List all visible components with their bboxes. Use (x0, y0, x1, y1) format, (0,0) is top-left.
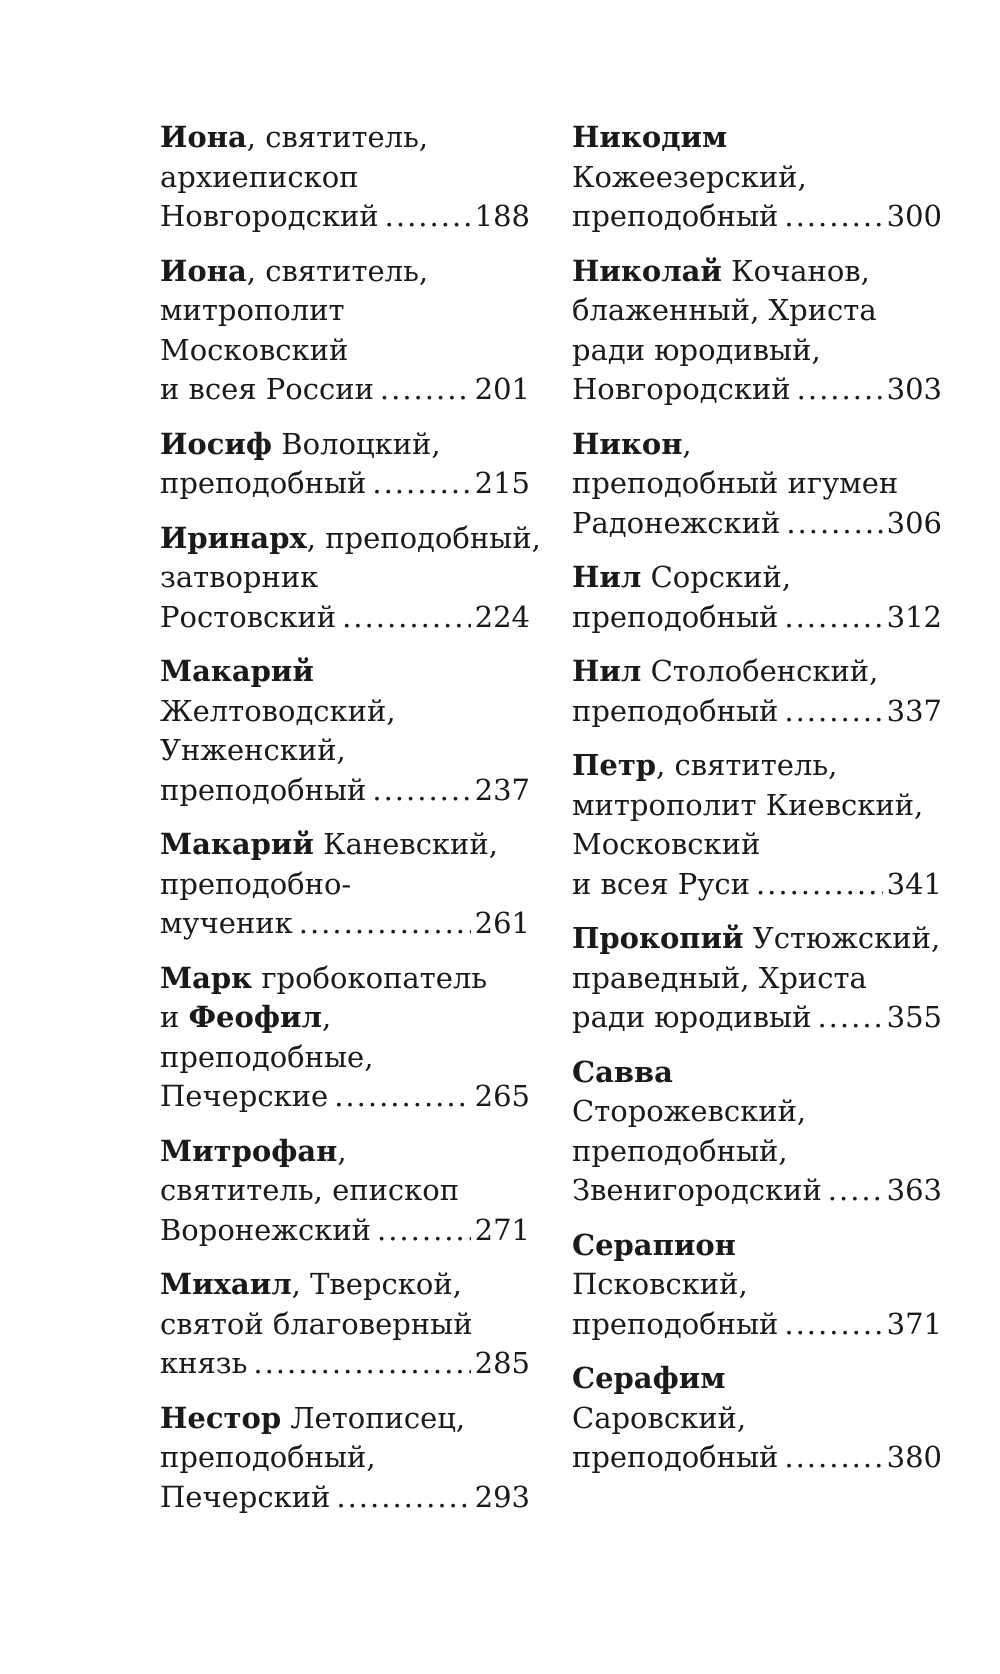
entry-text-fragment: Кожеезерский, (572, 159, 807, 194)
index-entry (572, 118, 942, 237)
saint-name: Нестор (160, 1400, 282, 1435)
saint-name: Марк (160, 960, 253, 995)
entry-line (160, 998, 530, 1038)
saint-name: Иринарх (160, 520, 307, 555)
entry-text (160, 1344, 247, 1384)
entry-line (572, 331, 942, 371)
saint-name: Серапион (572, 1227, 736, 1262)
entry-text-fragment: преподобный (160, 466, 367, 500)
page-number: 237 (474, 772, 530, 807)
entry-text-fragment: , святитель, (246, 253, 429, 288)
entry-last-line (572, 1305, 942, 1345)
entry-line (572, 1053, 942, 1093)
entry-text-fragment: , (321, 1000, 332, 1034)
page-number: 306 (886, 505, 942, 540)
entry-text-fragment: преподобный (572, 1306, 779, 1341)
entry-line (572, 1265, 942, 1305)
entry-line (160, 959, 530, 999)
entry-text (160, 598, 336, 638)
page-number: 261 (474, 906, 530, 940)
entry-text-fragment: Печерский (160, 1479, 331, 1514)
entry-text-fragment: преподобный, (160, 1440, 376, 1474)
page-number: 265 (474, 1079, 530, 1113)
entry-text-fragment: Печерские (160, 1079, 329, 1113)
entry-line (160, 825, 530, 865)
dot-leader (380, 370, 471, 410)
page-number: 285 (474, 1346, 530, 1380)
entry-line (572, 959, 942, 999)
saint-name: Никодим (572, 120, 728, 154)
entry-text-fragment: , святитель, (656, 748, 838, 782)
dot-leader (372, 464, 470, 504)
page-number: 224 (474, 599, 530, 634)
index-column-left (160, 118, 541, 1532)
entry-line (572, 1226, 942, 1266)
entry-line (160, 1038, 530, 1078)
entry-line (160, 652, 530, 692)
saint-name: Иона (160, 253, 247, 288)
entry-last-line (572, 504, 942, 544)
entry-last-line (572, 1438, 942, 1478)
entry-text (572, 1438, 778, 1478)
entry-text-fragment: архиепископ (160, 159, 359, 194)
page-number: 293 (474, 1479, 530, 1514)
entry-line (572, 1132, 942, 1172)
entry-line (160, 1438, 530, 1478)
entry-text-fragment: Воронежский (160, 1212, 371, 1247)
entry-text (572, 1171, 822, 1211)
entry-line (160, 1171, 530, 1211)
entry-text-fragment: Летописец, (281, 1400, 466, 1435)
entry-text (160, 904, 293, 944)
entry-text-fragment: и всея Руси (572, 866, 750, 901)
dot-leader (372, 771, 470, 811)
entry-text-fragment: и всея России (160, 372, 374, 406)
entry-line (160, 1265, 530, 1305)
saint-name-second: Феофил (188, 1000, 322, 1034)
entry-text-fragment: , (682, 426, 692, 461)
entry-text-fragment: преподобный (572, 599, 779, 634)
entry-text-fragment: блаженный, Христа (572, 293, 877, 327)
entry-text-fragment: , преподобный, (306, 520, 541, 555)
entry-last-line (572, 1171, 942, 1211)
saint-name: Нил (572, 654, 642, 688)
saint-name: Иосиф (160, 426, 273, 461)
entry-line (160, 291, 530, 331)
entry-line (572, 291, 942, 331)
entry-text-fragment: и (160, 1000, 189, 1034)
entry-text-fragment: Московский (572, 827, 761, 861)
index-entry (160, 959, 530, 1117)
dot-leader (377, 1211, 471, 1251)
entry-text-fragment: митрополит Киевский, (572, 787, 924, 822)
dot-leader (299, 904, 471, 944)
dot-leader (336, 1478, 470, 1518)
entry-line (160, 558, 530, 598)
entry-text-fragment: преподобный (572, 693, 779, 728)
entry-last-line (160, 1077, 530, 1117)
entry-last-line (160, 197, 530, 237)
dot-leader (253, 1344, 470, 1384)
entry-text-fragment: святой благоверный (160, 1306, 473, 1341)
entry-line (572, 558, 942, 598)
saint-name: Николай (572, 253, 722, 288)
entry-text-fragment: Столобенский, (641, 654, 879, 688)
entry-text-fragment: Сорский, (641, 560, 792, 594)
entry-line (572, 425, 942, 465)
entry-line (160, 158, 530, 198)
entry-last-line (160, 464, 530, 504)
index-entry (572, 425, 942, 544)
page-number: 380 (886, 1440, 942, 1474)
entry-line (572, 652, 942, 692)
page-number: 337 (886, 693, 942, 728)
entry-last-line (160, 370, 530, 410)
entry-text-fragment: Московский (160, 332, 349, 367)
entry-text-fragment: затворник (160, 560, 319, 594)
saint-name: Иона (160, 120, 247, 154)
entry-last-line (160, 1211, 530, 1251)
index-entry (160, 1132, 530, 1251)
entry-text-fragment: праведный, Христа (572, 960, 867, 995)
dot-leader (385, 197, 471, 237)
entry-text (160, 1478, 330, 1518)
index-entry (572, 558, 942, 637)
entry-last-line (160, 904, 530, 944)
entry-line (572, 252, 942, 292)
page-number: 341 (886, 866, 942, 901)
index-entry (572, 1359, 942, 1478)
saint-name: Митрофан (160, 1133, 338, 1168)
page-number: 215 (474, 466, 530, 500)
index-entry (572, 1226, 942, 1345)
entry-line (160, 1399, 530, 1439)
entry-last-line (160, 598, 530, 638)
saint-name: Макарий (160, 827, 314, 861)
entry-last-line (572, 598, 942, 638)
index-entry (572, 652, 942, 731)
dot-leader (828, 1171, 883, 1211)
entry-text (572, 598, 778, 638)
entry-text-fragment: ради юродивый (572, 1000, 812, 1034)
entry-line (160, 1132, 530, 1172)
entry-line (572, 1359, 942, 1399)
entry-last-line (572, 998, 942, 1038)
entry-text-fragment: , Тверской, (291, 1267, 462, 1301)
index-entry (160, 652, 530, 810)
entry-line (572, 158, 942, 198)
entry-last-line (572, 370, 942, 410)
entry-text (572, 504, 780, 544)
entry-text-fragment: Саровский, (572, 1400, 747, 1435)
entry-line (572, 1399, 942, 1439)
saint-name: Серафим (572, 1361, 726, 1395)
entry-line (160, 425, 530, 465)
entry-text (160, 771, 366, 811)
entry-text-fragment: преподобный, (572, 1133, 788, 1168)
entry-last-line (572, 692, 942, 732)
index-entry (160, 825, 530, 944)
entry-text-fragment: ради юродивый, (572, 332, 821, 367)
page-number: 300 (886, 199, 942, 233)
entry-line (160, 331, 530, 371)
entry-text-fragment: мученик (160, 906, 293, 940)
dot-leader (784, 197, 882, 237)
entry-text-fragment: Желтоводский, (160, 693, 396, 728)
entry-text (572, 370, 791, 410)
page-number: 355 (886, 1000, 942, 1034)
entry-line (572, 786, 942, 826)
entry-text-fragment: Кочанов, (721, 253, 870, 288)
saint-name: Петр (572, 748, 657, 782)
entry-text-fragment: Звенигородский (572, 1173, 822, 1207)
index-entry (572, 1053, 942, 1211)
entry-text-fragment: преподобный игумен (572, 466, 899, 500)
saint-name: Нил (572, 560, 642, 594)
saint-name: Михаил (160, 1267, 292, 1301)
entry-line (160, 252, 530, 292)
entry-last-line (160, 1478, 530, 1518)
entry-text-fragment: преподобно- (160, 866, 352, 901)
dot-leader (786, 504, 882, 544)
page-number: 201 (474, 372, 530, 406)
entry-text-fragment: Унженский, (160, 733, 346, 767)
entry-text (160, 464, 366, 504)
entry-text-fragment: Ростовский (160, 599, 337, 634)
entry-text-fragment: преподобный (572, 1440, 779, 1474)
saint-name: Савва (572, 1054, 673, 1089)
dot-leader (784, 692, 882, 732)
entry-line (572, 118, 942, 158)
entry-last-line (572, 865, 942, 905)
dot-leader (342, 598, 471, 638)
index-entry (572, 252, 942, 410)
page-number: 271 (474, 1212, 530, 1247)
entry-text (572, 865, 750, 905)
entry-last-line (160, 1344, 530, 1384)
entry-line (572, 1092, 942, 1132)
entry-line (572, 464, 942, 504)
entry-line (160, 692, 530, 732)
entry-text-fragment: митрополит (160, 293, 345, 327)
entry-line (160, 118, 530, 158)
dot-leader (784, 1438, 882, 1478)
entry-line (572, 919, 942, 959)
entry-last-line (160, 771, 530, 811)
entry-text-fragment: святитель, епископ (160, 1173, 460, 1207)
entry-line (160, 731, 530, 771)
page-number: 363 (886, 1173, 942, 1207)
page-number: 188 (474, 199, 530, 233)
index-entry (160, 118, 530, 237)
entry-text (572, 197, 778, 237)
entry-line (160, 865, 530, 905)
entry-last-line (572, 197, 942, 237)
entry-text (160, 197, 379, 237)
entry-line (572, 825, 942, 865)
entry-text-fragment: гробокопатель (252, 960, 488, 995)
page-number: 371 (886, 1306, 942, 1341)
entry-line (572, 746, 942, 786)
entry-text (160, 1077, 328, 1117)
saint-name: Макарий (160, 654, 314, 688)
dot-leader (334, 1077, 470, 1117)
entry-text-fragment: преподобный (160, 772, 367, 807)
index-entry (160, 1399, 530, 1518)
entry-text-fragment: Волоцкий, (272, 426, 441, 461)
saint-name: Никон (572, 426, 683, 461)
index-column-right (572, 118, 942, 1493)
entry-text (160, 370, 374, 410)
entry-text-fragment: князь (160, 1346, 248, 1380)
dot-leader (784, 598, 882, 638)
dot-leader (756, 865, 883, 905)
dot-leader (784, 1305, 882, 1345)
saint-name: Прокопий (572, 921, 744, 955)
entry-text (572, 998, 811, 1038)
dot-leader (797, 370, 883, 410)
entry-text (572, 1305, 778, 1345)
entry-text-fragment: Псковский, (572, 1267, 748, 1301)
entry-line (160, 1305, 530, 1345)
index-entry (572, 919, 942, 1038)
dot-leader (817, 998, 882, 1038)
page-number: 312 (886, 599, 942, 634)
entry-text-fragment: , (337, 1133, 347, 1168)
entry-text-fragment: преподобный (572, 199, 779, 233)
entry-text-fragment: Радонежский (572, 505, 781, 540)
entry-line (160, 519, 541, 559)
entry-text-fragment: Устюжский, (743, 921, 941, 955)
entry-text-fragment: преподобные, (160, 1039, 374, 1074)
page-number: 303 (886, 372, 942, 406)
index-entry (160, 425, 530, 504)
entry-text-fragment: Новгородский (572, 372, 791, 406)
index-entry (572, 746, 942, 904)
index-entry (160, 252, 530, 410)
index-entry (160, 519, 541, 638)
entry-text-fragment: Новгородский (160, 199, 379, 233)
entry-text-fragment: , святитель, (246, 120, 429, 154)
index-entry (160, 1265, 530, 1384)
entry-text (572, 692, 778, 732)
entry-text (160, 1211, 371, 1251)
entry-text-fragment: Каневский, (313, 827, 498, 861)
entry-text-fragment: Сторожевский, (572, 1094, 807, 1128)
